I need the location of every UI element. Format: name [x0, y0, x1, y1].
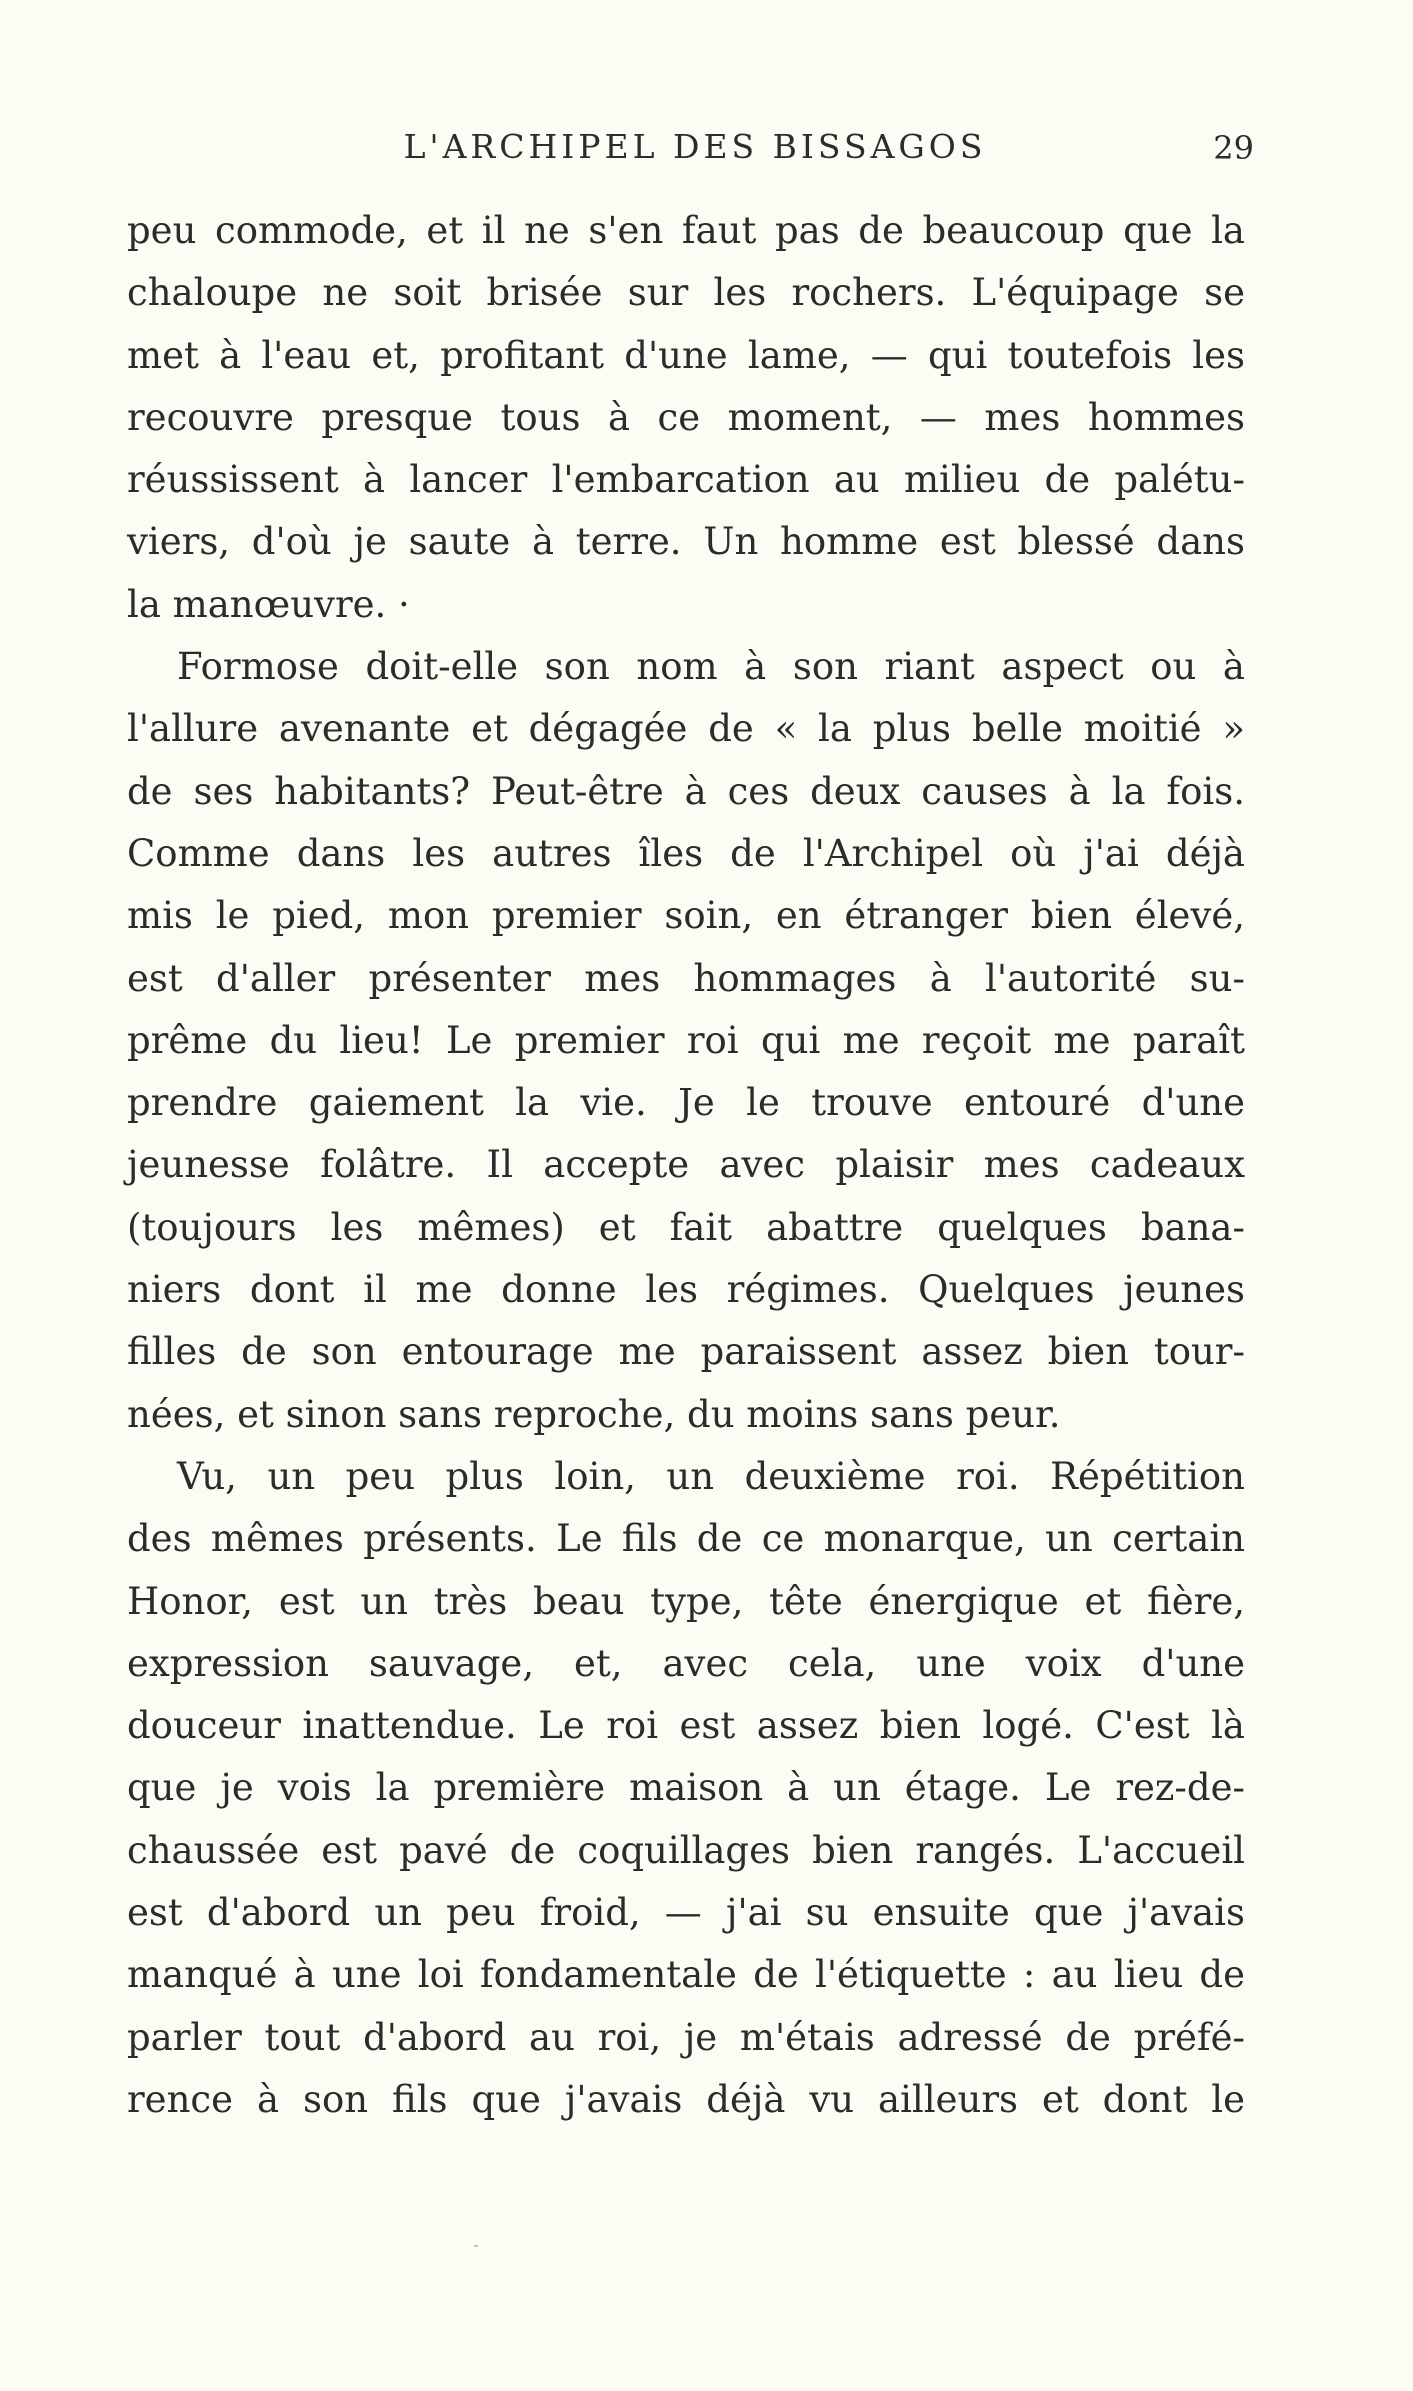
- text-line: est d'aller présenter mes hommages à l'autorité su-: [127, 956, 1245, 1000]
- paper-speck: [474, 2245, 478, 2247]
- text-line: que je vois la première maison à un étage. Le rez-de-: [127, 1766, 1245, 1810]
- text-line: jeunesse folâtre. Il accepte avec plaisir mes cadeaux: [127, 1143, 1245, 1187]
- text-line: des mêmes présents. Le fils de ce monarque, un certain: [127, 1517, 1245, 1561]
- text-line: prendre gaiement la vie. Je le trouve entouré d'une: [127, 1081, 1245, 1125]
- text-line: réussissent à lancer l'embarcation au milieu de palétu-: [127, 458, 1245, 502]
- text-line: chaloupe ne soit brisée sur les rochers. L'équipage se: [127, 271, 1245, 315]
- text-line: niers dont il me donne les régimes. Quelques jeunes: [127, 1268, 1245, 1312]
- text-line: (toujours les mêmes) et fait abattre quelques bana-: [127, 1205, 1245, 1249]
- text-line: parler tout d'abord au roi, je m'étais adressé de préfé-: [127, 2015, 1245, 2059]
- text-line: Comme dans les autres îles de l'Archipel où j'ai déjà: [127, 831, 1245, 875]
- text-line: Honor, est un très beau type, tête énergique et fière,: [127, 1579, 1245, 1623]
- text-line: filles de son entourage me paraissent assez bien tour-: [127, 1330, 1245, 1374]
- text-line: mis le pied, mon premier soin, en étranger bien élevé,: [127, 894, 1245, 938]
- running-head: [136, 127, 1254, 177]
- text-line: rence à son fils que j'avais déjà vu ailleurs et dont le: [127, 2077, 1245, 2121]
- text-line: recouvre presque tous à ce moment, — mes hommes: [127, 395, 1245, 439]
- paragraph-start-line: Vu, un peu plus loin, un deuxième roi. Répétition: [177, 1454, 1245, 1498]
- page-number: 29: [1213, 129, 1254, 167]
- text-line: peu commode, et il ne s'en faut pas de beaucoup que la: [127, 209, 1245, 252]
- text-line: chaussée est pavé de coquillages bien rangés. L'accueil: [127, 1828, 1245, 1872]
- text-line: douceur inattendue. Le roi est assez bien logé. C'est là: [127, 1704, 1245, 1748]
- text-line: expression sauvage, et, avec cela, une voix d'une: [127, 1641, 1245, 1685]
- text-line: nées, et sinon sans reproche, du moins sans peur.: [127, 1392, 1061, 1436]
- body-text: [127, 200, 1245, 2131]
- text-line: est d'abord un peu froid, — j'ai su ensuite que j'avais: [127, 1891, 1245, 1935]
- text-line: la manœuvre. ·: [127, 582, 410, 626]
- text-line: viers, d'où je saute à terre. Un homme est blessé dans: [127, 520, 1245, 564]
- text-line: de ses habitants? Peut-être à ces deux causes à la fois.: [127, 769, 1245, 813]
- text-line: met à l'eau et, profitant d'une lame, — qui toutefois les: [127, 333, 1245, 377]
- text-line: prême du lieu! Le premier roi qui me reçoit me paraît: [127, 1018, 1245, 1062]
- text-line: manqué à une loi fondamentale de l'étiquette : au lieu de: [127, 1953, 1245, 1997]
- text-line: l'allure avenante et dégagée de « la plus belle moitié »: [127, 707, 1245, 751]
- running-title: L'ARCHIPEL DES BISSAGOS: [403, 127, 987, 166]
- paragraph-start-line: Formose doit-elle son nom à son riant aspect ou à: [177, 645, 1245, 689]
